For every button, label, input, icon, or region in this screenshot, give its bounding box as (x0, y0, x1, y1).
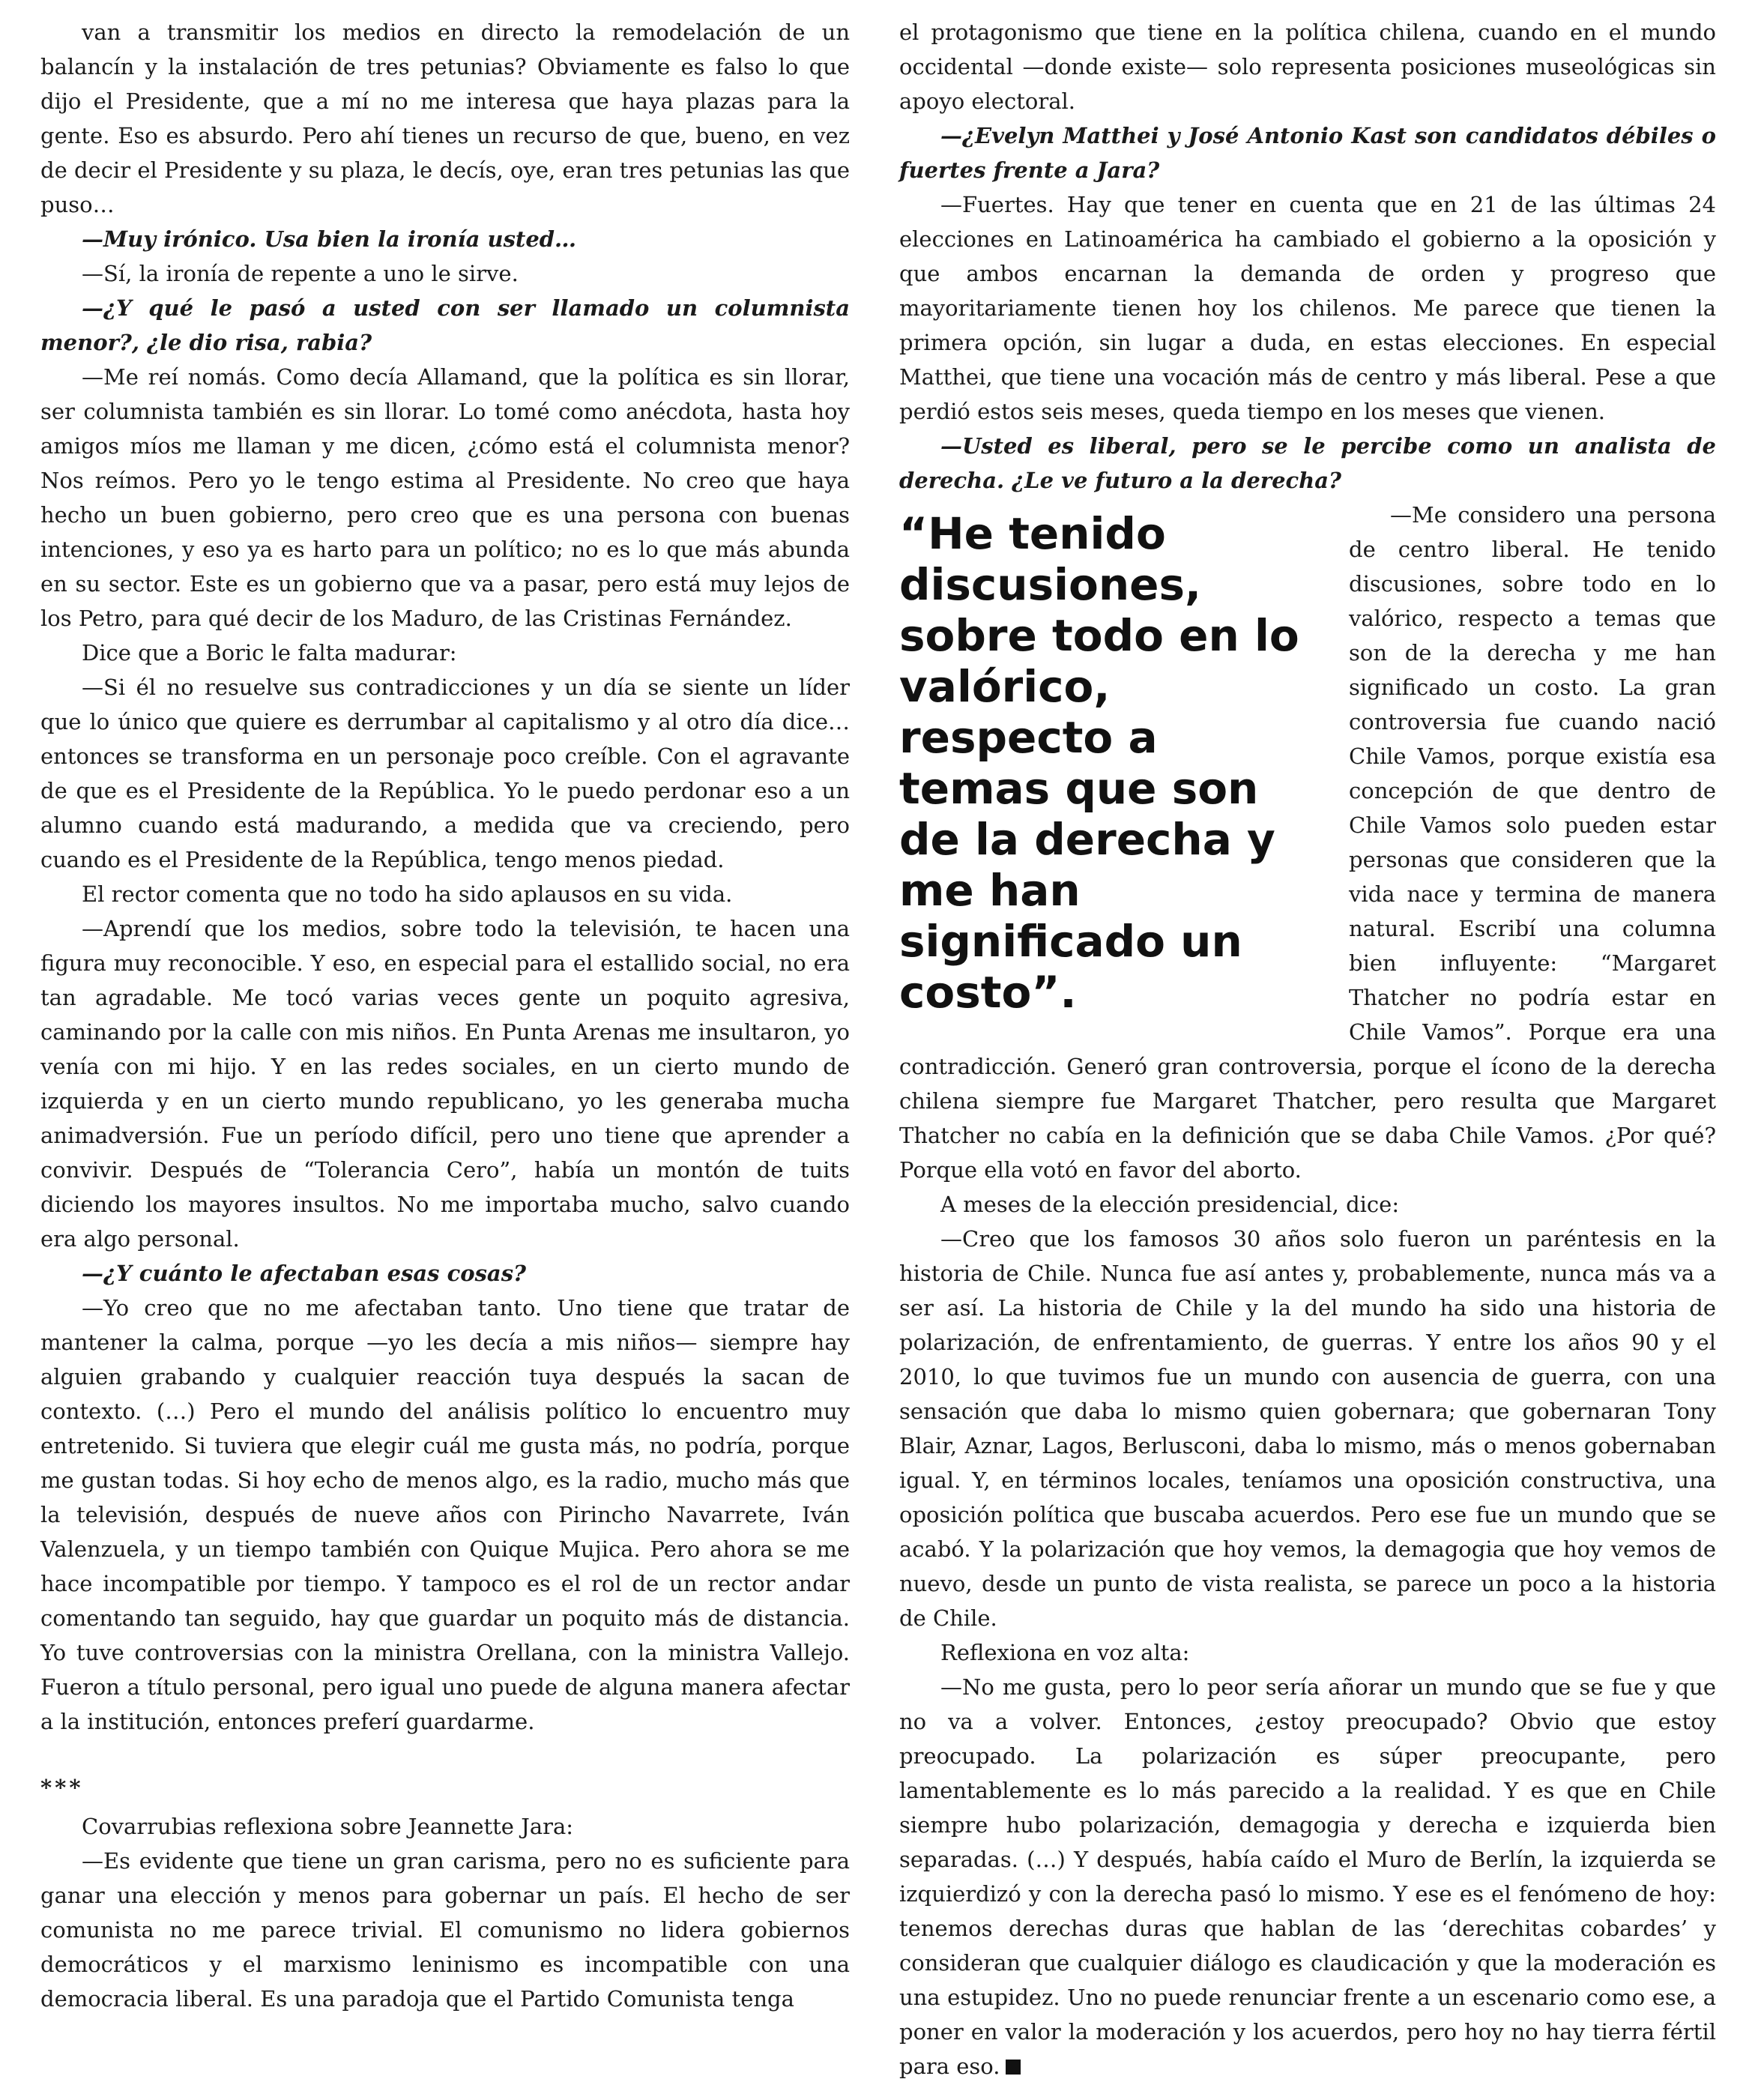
paragraph: —Fuertes. Hay que tener en cuenta que en 21 de las últimas 24 elecciones en Latinoamérica ha cambiado el gobierno a la oposición y que ambos encarnan la demanda de orden y progreso que mayoritariamente tienen hoy los chilenos. Me parece que tienen la primera opción, sin lugar a duda, en estas elecciones. En especial Matthei, que tiene una vocación más de centro y más liberal. Pese a que perdió estos seis meses, queda tiempo en los meses que vienen. (899, 192, 1716, 424)
section-separator: *** (40, 1775, 84, 1800)
left-column (40, 15, 850, 2016)
paragraph: —Me reí nomás. Como decía Allamand, que la política es sin llorar, ser columnista también es sin llorar. Lo tomé como anécdota, hasta hoy amigos míos me llaman y me dicen, ¿cómo está el columnista menor? Nos reímos. Pero yo le tengo estima al Presidente. No creo que haya hecho un buen gobierno, pero creo que es una persona con buenas intenciones, y eso ya es harto para un político; no es lo que más abunda en su sector. Este es un gobierno que va a pasar, pero está muy lejos de los Petro, para qué decir de los Maduro, de las Cristinas Fernández. (40, 364, 850, 631)
question: —Usted es liberal, pero se le percibe como un analista de derecha. ¿Le ve futuro a la derecha? (899, 433, 1716, 493)
paragraph: —Es evidente que tiene un gran carisma, pero no es suficiente para ganar una elección y menos para gobernar un país. El hecho de ser comunista no me parece trivial. El comunismo no lidera gobiernos democráticos y el marxismo leninismo es incompatible con una democracia liberal. Es una paradoja que el Partido Comunista tenga (40, 1848, 850, 2012)
paragraph: el protagonismo que tiene en la política chilena, cuando en el mundo occidental —donde existe— solo representa posiciones museológicas sin apoyo electoral. (899, 19, 1716, 114)
pull-quote: “He tenido discusiones, sobre todo en lo valórico, respecto a temas que son de la derecha y me han significado un costo”. (899, 508, 1299, 1018)
paragraph (899, 1670, 1716, 2084)
question: —¿Y cuánto le afectaban esas cosas? (82, 1261, 527, 1286)
paragraph: Covarrubias reflexiona sobre Jeannette Jara: (82, 1814, 574, 1839)
paragraph: A meses de la elección presidencial, dice: (940, 1192, 1400, 1217)
paragraph: —Yo creo que no me afectaban tanto. Uno tiene que tratar de mantener la calma, porque —yo les decía a mis niños— siempre hay alguien grabando y cualquier reacción tuya después la sacan de contexto. (…) Pero el mundo del análisis político lo encuentro muy entretenido. Si tuviera que elegir cuál me gusta más, no podría, porque me gustan todas. Si hoy echo de menos algo, es la radio, mucho más que la televisión, después de nueve años con Pirincho Navarrete, Iván Valenzuela, y un tiempo también con Quique Mujica. Pero ahora se me hace incompatible por tiempo. Y tampoco es el rol de un rector andar comentando tan seguido, hay que guardar un poquito más de distancia. Yo tuve controversias con la ministra Orellana, con la ministra Vallejo. Fueron a título personal, pero igual uno puede de alguna manera afectar a la institución, entonces preferí guardarme. (40, 1295, 850, 1734)
paragraph-text: —No me gusta, pero lo peor sería añorar un mundo que se fue y que no va a volver. Entonces, ¿estoy preocupado? Obvio que estoy preocupado. La polarización es súper preocupante, pero lamentablemente es lo más parecido a la realidad. Y es que en Chile siempre hubo polarización, demagogia y derecha e izquierda bien separadas. (…) Y después, había caído el Muro de Berlín, la izquierda se izquierdizó y con la derecha pasó lo mismo. Y ese es el fenómeno de hoy: tenemos derechas duras que hablan de las ‘derechitas cobardes’ y consideran que cualquier diálogo es claudicación y que la moderación es una estupidez. Uno no puede renunciar frente a un escenario como ese, a poner en valor la moderación y los acuerdos, pero hoy no hay tierra fértil para eso. (899, 1674, 1716, 2079)
end-of-article-icon (1006, 2060, 1021, 2075)
paragraph: —Si él no resuelve sus contradicciones y un día se siente un líder que lo único que quiere es derrumbar al capitalismo y al otro día dice… entonces se transforma en un personaje poco creíble. Con el agravante de que es el Presidente de la República. Yo le puedo perdonar eso a un alumno cuando está madurando, a medida que va creciendo, pero cuando es el Presidente de la República, tengo menos piedad. (40, 675, 850, 872)
right-column (899, 15, 1716, 2084)
paragraph: El rector comenta que no todo ha sido aplausos en su vida. (82, 881, 733, 907)
paragraph: Reflexiona en voz alta: (940, 1640, 1190, 1665)
paragraph: van a transmitir los medios en directo la remodelación de un balancín y la instalación de tres petunias? Obviamente es falso lo que dijo el Presidente, que a mí no me interesa que haya plazas para la gente. Eso es absurdo. Pero ahí tienes un recurso de que, bueno, en vez de decir el Presidente y su plaza, le decís, oye, eran tres petunias las que puso… (40, 19, 850, 217)
question: —Muy irónico. Usa bien la ironía usted… (82, 226, 577, 252)
question: —¿Evelyn Matthei y José Antonio Kast son candidatos débiles o fuertes frente a Jara? (899, 123, 1716, 183)
question: —¿Y qué le pasó a usted con ser llamado un columnista menor?, ¿le dio risa, rabia? (40, 295, 850, 355)
paragraph: Dice que a Boric le falta madurar: (82, 640, 457, 666)
paragraph: —Sí, la ironía de repente a uno le sirve. (82, 261, 519, 286)
paragraph: —Me considero una persona de centro liberal. He tenido discusiones, sobre todo en lo valórico, respecto a temas que son de la derecha y me han significado un costo. La gran controversia fue cuando nació Chile Vamos, porque existía esa concepción de que dentro de Chile Vamos solo pueden estar personas que consideren que la vida nace y termina de manera natural. Escribí una columna bien influyente: “Margaret Thatcher no podría estar en Chile Vamos”. Porque era una contradicción. Generó gran controversia, porque el ícono de la derecha chilena siempre fue Margaret Thatcher, pero resulta que Margaret Thatcher no cabía en la definición que se daba Chile Vamos. ¿Por qué? Porque ella votó en favor del aborto. (899, 502, 1716, 1183)
paragraph: —Aprendí que los medios, sobre todo la televisión, te hacen una figura muy reconocible. Y eso, en especial para el estallido social, no era tan agradable. Me tocó varias veces gente un poquito agresiva, caminando por la calle con mis niños. En Punta Arenas me insultaron, yo venía con mi hijo. Y en las redes sociales, en un cierto mundo de izquierda y en un cierto mundo republicano, yo les generaba mucha animadversión. Fue un período difícil, pero uno tiene que aprender a convivir. Después de “Tolerancia Cero”, había un montón de tuits diciendo los mayores insultos. No me importaba mucho, salvo cuando era algo personal. (40, 916, 850, 1252)
paragraph: —Creo que los famosos 30 años solo fueron un paréntesis en la historia de Chile. Nunca fue así antes y, probablemente, nunca más va a ser así. La historia de Chile y la del mundo ha sido una historia de polarización, de enfrentamiento, de guerras. Y entre los años 90 y el 2010, lo que tuvimos fue un mundo con ausencia de guerra, con una sensación que daba lo mismo quien gobernara; que gobernaran Tony Blair, Aznar, Lagos, Berlusconi, daba lo mismo, más o menos gobernaban igual. Y, en términos locales, teníamos una oposición constructiva, una oposición política que buscaba acuerdos. Pero ese fue un mundo que se acabó. Y la polarización que hoy vemos, la demagogia que hoy vemos de nuevo, desde un punto de vista realista, se parece un poco a la historia de Chile. (899, 1226, 1716, 1631)
